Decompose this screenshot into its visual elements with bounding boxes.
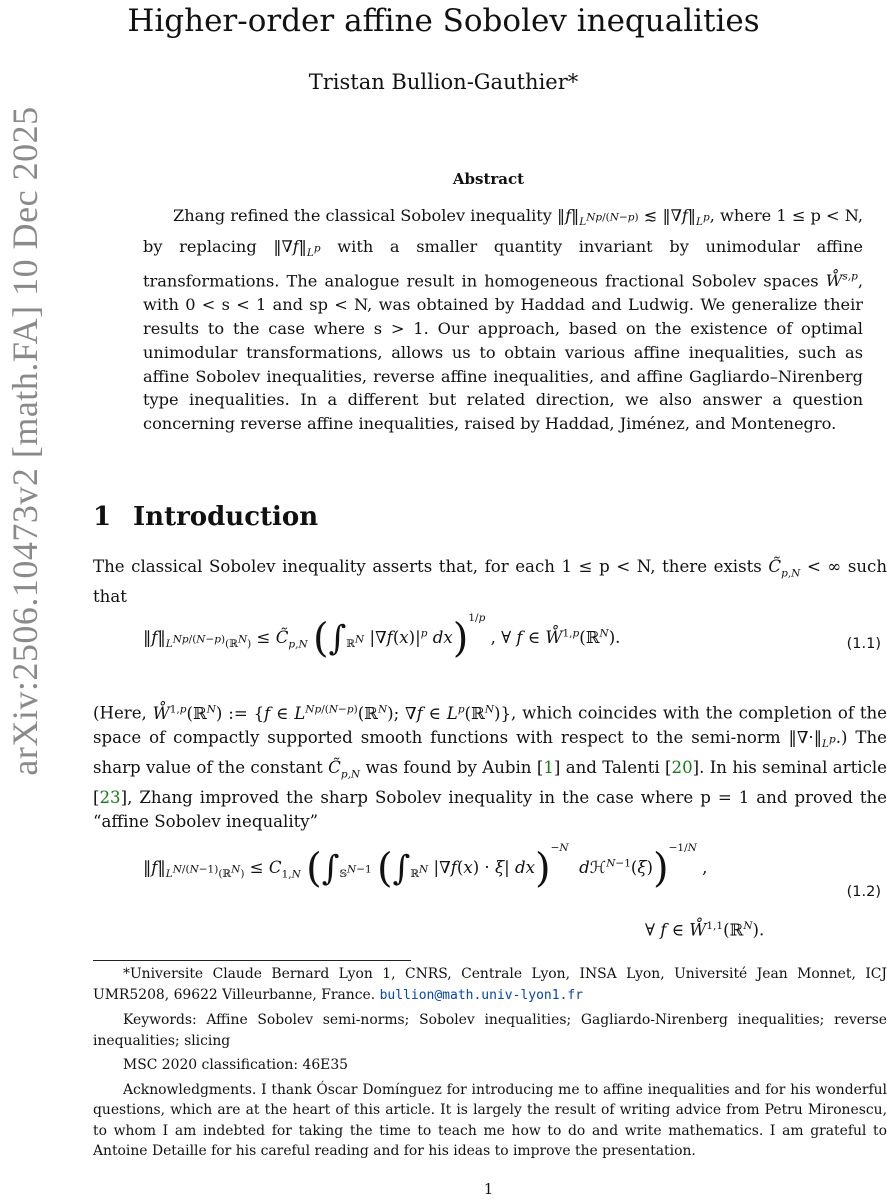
footnote-keywords: Keywords: Affine Sobolev semi-norms; Sobolev inequalities; Gagliardo-Nirenberg inequalities; reverse inequalities; slicing (93, 1012, 887, 1049)
abstract-text-1: Zhang refined the classical Sobolev inequality (173, 206, 558, 225)
space-definition-formula: W̊$^{1,p}$(ℝ$^N$) := {f ∈ $L^{Np/(N-p)}(ℝ^N)$; ∇f ∈ $L^p(ℝ^N)$} (152, 703, 512, 723)
equation-1-1 (93, 612, 887, 682)
section-title: Introduction (133, 502, 319, 532)
page-number: 1 (483, 1180, 494, 1198)
citation-link-1[interactable]: 1 (543, 757, 554, 777)
gradient-norm-formula: $‖\nabla f‖_{L^p}$ (273, 237, 321, 260)
affiliation-text: *Universite Claude Bernard Lyon 1, CNRS, Centrale Lyon, INSA Lyon, Université Jean Monnet, ICJ UMR5208, 69622 Villeurbanne, France. (93, 966, 887, 1003)
footnote-rule (93, 960, 411, 961)
section-number: 1 (93, 502, 112, 532)
equation-1-2-tag: (1.2) (846, 884, 881, 900)
footnote-acknowledgments: Acknowledgments. I thank Óscar Domínguez for introducing me to affine inequalities and for his wonderful questions, which are at the heart of this article. It is largely the result of writing advice from Petru Mironescu, to whom I am indebted for taking the time to teach me how to do and write mathematics. I am grateful to Antoine Detaille for his careful reading and for his ideas to improve the presentation. (93, 1081, 887, 1159)
equation-1-1-body: $‖f‖_{L^{Np/(N-p)}(ℝ^N)}$ ≤ $C̃_{p,N}$ ($\int_{ℝ^N}$ $|\nabla f(x)|^p$ dx)$^{1/p}$ , ∀ f ∈ W̊$^{1,p}$(ℝ$^N$). (143, 612, 621, 662)
constant-formula-2: $C̃_{p,N}$ (328, 757, 361, 781)
constant-formula: $C̃_{p,N}$ (768, 557, 801, 580)
intro-text-2e: ] and Talenti [ (553, 757, 672, 777)
abstract-text-3: with a smaller quantity invariant by unimodular affine transformations. The analogue result in homogeneous fractional Sobolev spaces (143, 237, 863, 291)
arxiv-stamp: arXiv:2506.10473v2 [math.FA] 10 Dec 2025 (5, 106, 45, 776)
equation-1-2-body: $‖f‖_{L^{N/(N-1)}(ℝ^N)} \le C_{1,N}$ ($\int_{𝕊^{N-1}}$ ($\int_{ℝ^N}$ |∇f(x) · ξ| dx)$^{-N}$ dℋ$^{N-1}$(ξ))$^{-1/N}$ , (143, 842, 708, 892)
paper-title: Higher-order affine Sobolev inequalities (127, 3, 760, 39)
footnotes (93, 964, 887, 1162)
intro-paragraph-1 (93, 555, 887, 609)
equation-1-1-tag: (1.1) (846, 636, 881, 652)
equation-1-2 (93, 842, 887, 952)
intro-text-2c: .) The sharp value of the constant (93, 727, 887, 777)
intro-text-1b: < ∞ such that (93, 557, 887, 607)
abstract-heading: Abstract (452, 170, 525, 188)
citation-link-23[interactable]: 23 (99, 788, 121, 808)
intro-text-2f: ]. In his seminal article [ (93, 757, 887, 808)
section-heading (93, 500, 318, 534)
footnote-msc: MSC 2020 classification: 46E35 (123, 1057, 348, 1073)
intro-text-1a: The classical Sobolev inequality asserts that, for each 1 ≤ p < N, there exists (93, 557, 769, 576)
abstract-text-2: , where 1 ≤ p < N, by replacing (143, 206, 863, 257)
intro-paragraph-2 (93, 697, 887, 834)
intro-text-2a: (Here, (93, 703, 153, 723)
equation-1-2-condition: ∀ f ∈ W̊$^{1,1}$(ℝ$^N$). (645, 920, 765, 940)
fractional-space-formula: W̊$^{s,p}$ (825, 271, 858, 291)
email-link[interactable]: bullion@math.univ-lyon1.fr (379, 987, 584, 1003)
intro-text-2b: , which coincides with the completion of the space of compactly supported smooth functions with respect to the semi-norm (93, 703, 887, 747)
intro-text-2d: was found by Aubin [ (360, 757, 544, 777)
citation-link-20[interactable]: 20 (671, 757, 693, 777)
intro-text-2g: ], Zhang improved the sharp Sobolev inequality in the case where p = 1 and proved the “affine Sobolev inequality” (93, 788, 887, 832)
author-name: Tristan Bullion-Gauthier* (308, 70, 579, 94)
seminorm-formula: $‖\nabla\cdot‖_{L^p}$ (788, 727, 836, 750)
sobolev-norm-formula: $‖f‖_{L^{Np/(N-p)}}$ ≲ $‖\nabla f‖_{L^p}$ (557, 206, 710, 229)
abstract-body (143, 204, 863, 436)
abstract-text-4: , with 0 < s < 1 and sp < N, was obtained by Haddad and Ludwig. We generalize their results to the case where s > 1. Our approach, based on the existence of optimal unimodular transformations, allows us to obtain various affine inequalities, such as affine Sobolev inequalities, reverse affine inequalities, and affine Gagliardo–Nirenberg type inequalities. In a different but related direction, we also answer a question concerning reverse affine inequalities, raised by Haddad, Jiménez, and Montenegro. (143, 271, 863, 434)
footnote-affiliation (93, 964, 887, 1006)
